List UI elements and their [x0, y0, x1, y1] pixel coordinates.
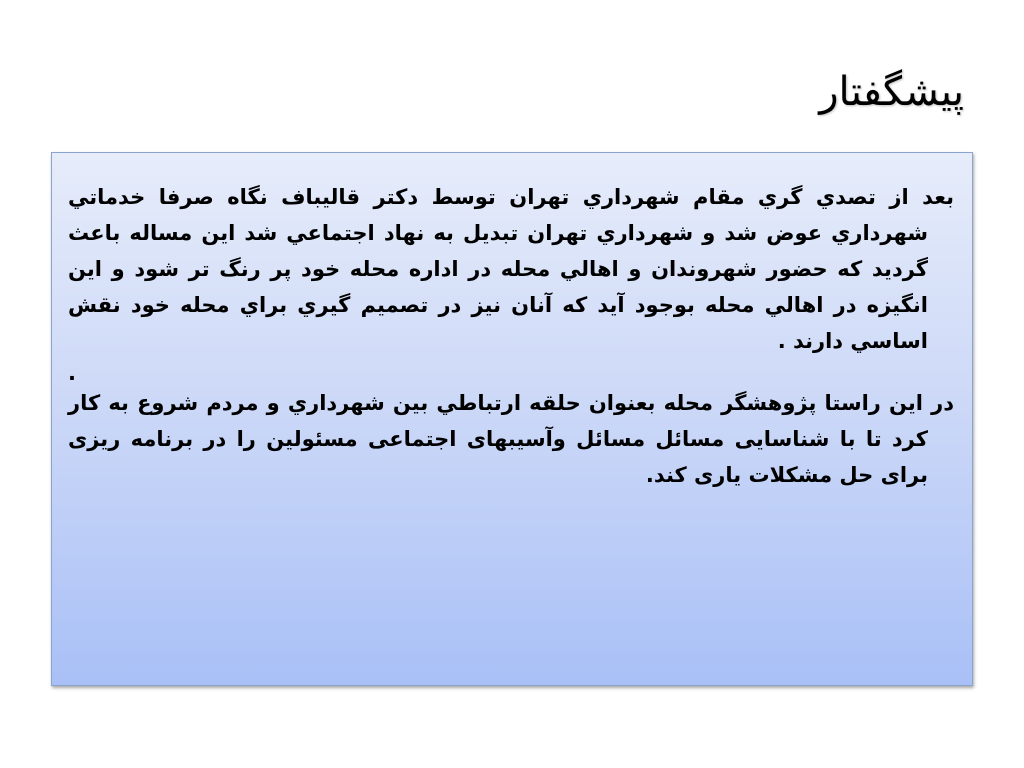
separator-dot: . — [68, 361, 76, 385]
intro-paragraph: بعد از تصدي گري مقام شهرداري تهران توسط دكتر قاليباف نگاه صرفا خدماتي شهرداري عوض شد و شهرداري تهران تبديل به نهاد اجتماعي شد اين مساله باعث گرديد كه حضور شهروندان و اهالي محله در اداره محله خود پر رنگ تر شود و اين انگيزه در اهالي محله بوجود آيد كه آنان نيز در تصميم گيري براي محله خود نقش اساسي دارند . — [68, 185, 954, 353]
content-box — [51, 152, 973, 686]
research-paragraph: در این راستا پژوهشگر محله بعنوان حلقه ارتباطي بین شهرداري و مردم شروع به کار کرد تا با شناسایی مسائل مسائل وآسیبهای اجتماعی مسئولین را در برنامه ریزی برای حل مشکلات یاری کند. — [68, 391, 954, 487]
slide-title: پیشگفتار — [819, 69, 964, 115]
